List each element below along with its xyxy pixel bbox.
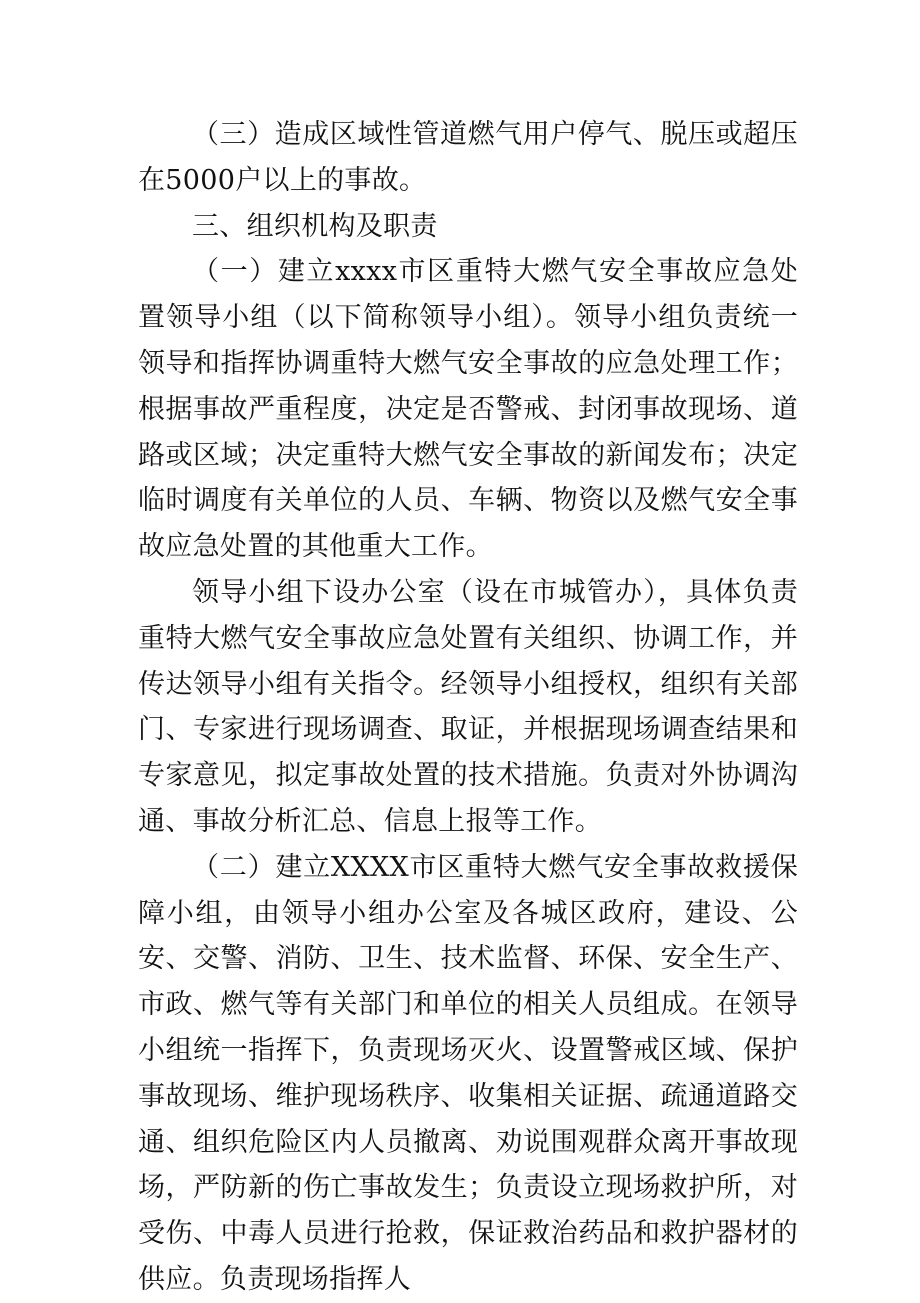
section-heading-organization: 三、组织机构及职责 <box>192 210 438 242</box>
paragraph-gas-outage-item: （三）造成区域性管道燃气用户停气、脱压或超压在5000户以上的事故。 <box>138 119 798 196</box>
paragraph-office-duties: 领导小组下设办公室（设在市城管办），具体负责重特大燃气安全事故应急处置有关组织、协调工作，并传达领导小组有关指令。经领导小组授权，组织有关部门、专家进行现场调查、取证，并根据现场调查结果和专家意见，拟定事故处置的技术措施。负责对外协调沟通、事故分析汇总、信息上报等工作。 <box>138 576 798 837</box>
paragraph-leading-group: （一）建立xxxx市区重特大燃气安全事故应急处置领导小组（以下简称领导小组）。领导小组负责统一领导和指挥协调重特大燃气安全事故的应急处理工作；根据事故严重程度，决定是否警戒、封闭事故现场、道路或区域；决定重特大燃气安全事故的新闻发布；决定临时调度有关单位的人员、车辆、物资以及燃气安全事故应急处置的其他重大工作。 <box>138 256 798 563</box>
document-body <box>138 112 798 1303</box>
paragraph-rescue-group: （二）建立XXXX市区重特大燃气安全事故救援保障小组，由领导小组办公室及各城区政府，建设、公安、交警、消防、卫生、技术监督、环保、安全生产、市政、燃气等有关部门和单位的相关人员组成。在领导小组统一指挥下，负责现场灭火、设置警戒区域、保护事故现场、维护现场秩序、收集相关证据、疏通道路交通、组织危险区内人员撤离、劝说围观群众离开事故现场，严防新的伤亡事故发生；负责设立现场救护所，对受伤、中毒人员进行抢救，保证救治药品和救护器材的供应。负责现场指挥人 <box>138 851 798 1295</box>
